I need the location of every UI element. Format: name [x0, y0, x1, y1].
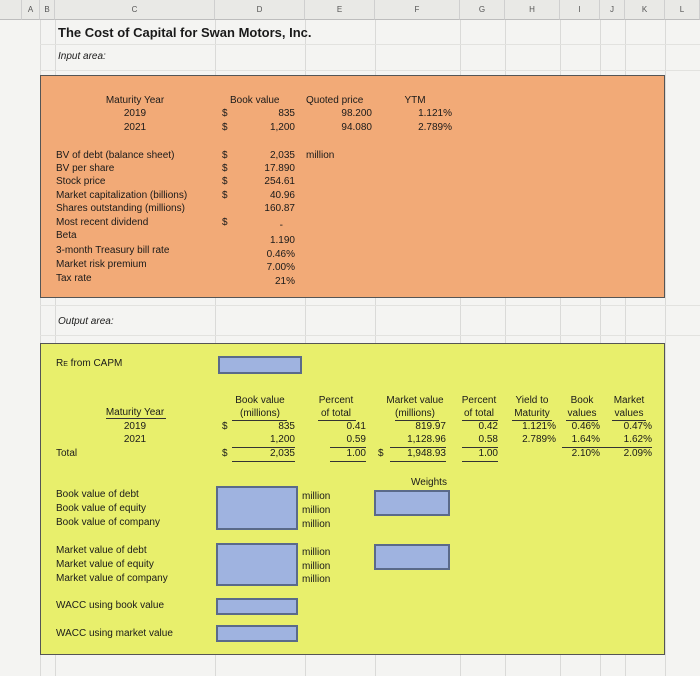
input-value-market-cap[interactable]: 40.96	[269, 190, 295, 201]
unit-label: million	[306, 150, 335, 161]
re-capm-label: RE from CAPM	[56, 358, 123, 369]
market-value-cell[interactable]: 1,128.96	[407, 434, 446, 445]
market-weight-total[interactable]: 2.09%	[623, 448, 652, 459]
bond-book-value[interactable]: 1,200	[269, 122, 295, 133]
label-book-company: Book value of company	[56, 517, 160, 528]
maturity-year-header: Maturity Year	[105, 407, 165, 418]
input-label-beta: Beta	[56, 230, 77, 241]
bond-quoted-price[interactable]: 94.080	[341, 122, 372, 133]
ytm-cell[interactable]: 2.789%	[522, 434, 556, 445]
input-value-bv-per-share[interactable]: 17.890	[264, 163, 295, 174]
percent-of-total-header: of total	[320, 408, 352, 419]
col-header-h[interactable]: H	[505, 0, 560, 20]
percent-header: Percent	[461, 395, 497, 406]
million-label: million	[302, 505, 331, 516]
col-header-k[interactable]: K	[625, 0, 665, 20]
market-weight-cell[interactable]: 0.47%	[623, 421, 652, 432]
maturity-year-header: Maturity Year	[105, 95, 165, 106]
bond-year[interactable]: 2019	[123, 108, 147, 119]
percent-cell[interactable]: 0.59	[346, 434, 366, 445]
input-value-tbill[interactable]: 0.46%	[266, 249, 295, 260]
book-value-header: Book value	[230, 95, 280, 106]
row-header-corner[interactable]	[0, 0, 22, 20]
dollar-sign: $	[222, 122, 228, 133]
re-capm-cell[interactable]	[218, 356, 302, 374]
input-value-stock-price[interactable]: 254.61	[264, 176, 295, 187]
input-value-shares-outstanding[interactable]: 160.87	[264, 203, 295, 214]
market-value-total[interactable]: 1,948.93	[407, 448, 446, 459]
market-weight-cell[interactable]: 1.62%	[623, 434, 652, 445]
label-market-equity: Market value of equity	[56, 559, 154, 570]
book-value-total[interactable]: 2,035	[269, 448, 295, 459]
book-values-units: values	[567, 408, 597, 419]
dollar-sign: $	[222, 217, 228, 228]
input-label-tbill: 3-month Treasury bill rate	[56, 245, 170, 256]
bond-ytm[interactable]: 1.121%	[418, 108, 452, 119]
col-header-i[interactable]: I	[560, 0, 600, 20]
col-header-b[interactable]: B	[40, 0, 55, 20]
grid-line	[40, 335, 700, 336]
yield-header: Yield to	[515, 395, 549, 406]
row-label: 2021	[123, 434, 147, 445]
input-label-dividend: Most recent dividend	[56, 217, 149, 228]
col-header-l[interactable]: L	[665, 0, 700, 20]
input-value-beta[interactable]: 1.190	[269, 235, 295, 246]
label-book-debt: Book value of debt	[56, 489, 139, 500]
input-label-bv-debt: BV of debt (balance sheet)	[56, 150, 175, 161]
input-value-mrp[interactable]: 7.00%	[266, 262, 295, 273]
wacc-book-label: WACC using book value	[56, 600, 165, 611]
col-header-c[interactable]: C	[55, 0, 215, 20]
book-weight-cells[interactable]	[374, 490, 450, 516]
input-label-mrp: Market risk premium	[56, 259, 147, 270]
percent-cell[interactable]: 0.41	[346, 421, 366, 432]
double-underline	[330, 461, 366, 462]
grid-line	[665, 20, 666, 676]
market-values-units: values	[614, 408, 644, 419]
book-weight-cell[interactable]: 1.64%	[571, 434, 600, 445]
ytm-cell[interactable]: 1.121%	[522, 421, 556, 432]
page-title: The Cost of Capital for Swan Motors, Inc.	[58, 25, 312, 40]
input-value-dividend[interactable]: -	[279, 220, 283, 231]
input-value-tax-rate[interactable]: 21%	[274, 276, 295, 287]
million-label: million	[302, 547, 331, 558]
double-underline	[232, 461, 295, 462]
dollar-sign: $	[222, 448, 228, 459]
bond-ytm[interactable]: 2.789%	[418, 122, 452, 133]
ytm-header: YTM	[404, 95, 426, 106]
label-market-debt: Market value of debt	[56, 545, 147, 556]
million-label: million	[302, 561, 331, 572]
input-area-label: Input area:	[58, 51, 106, 62]
market-value-input-cells[interactable]	[216, 543, 298, 586]
market-percent-cell[interactable]: 0.58	[478, 434, 498, 445]
market-percent-cell[interactable]: 0.42	[478, 421, 498, 432]
label-book-equity: Book value of equity	[56, 503, 147, 514]
input-label-shares-outstanding: Shares outstanding (millions)	[56, 203, 185, 214]
dollar-sign: $	[222, 163, 228, 174]
input-label-tax-rate: Tax rate	[56, 273, 92, 284]
market-values-header: Market	[613, 395, 645, 406]
dollar-sign: $	[222, 421, 228, 432]
col-header-f[interactable]: F	[375, 0, 460, 20]
col-header-g[interactable]: G	[460, 0, 505, 20]
book-weight-cell[interactable]: 0.46%	[571, 421, 600, 432]
dollar-sign: $	[222, 150, 228, 161]
market-percent-total[interactable]: 1.00	[478, 448, 498, 459]
percent-of-total-header: of total	[463, 408, 495, 419]
output-area-label: Output area:	[58, 316, 114, 327]
market-value-header: Market value	[386, 395, 444, 406]
label-market-company: Market value of company	[56, 573, 168, 584]
book-weight-total[interactable]: 2.10%	[571, 448, 600, 459]
wacc-market-cell[interactable]	[216, 625, 298, 642]
book-value-input-cells[interactable]	[216, 486, 298, 530]
million-label: million	[302, 519, 331, 530]
quoted-price-header: Quoted price	[306, 95, 364, 106]
market-value-units: (millions)	[395, 408, 435, 419]
market-weight-cells[interactable]	[374, 544, 450, 570]
bond-book-value[interactable]: 835	[278, 108, 295, 119]
dollar-sign: $	[378, 448, 384, 459]
book-value-units: (millions)	[240, 408, 280, 419]
col-header-d[interactable]: D	[215, 0, 305, 20]
book-value-cell[interactable]: 1,200	[269, 434, 295, 445]
double-underline	[462, 461, 498, 462]
bond-year[interactable]: 2021	[123, 122, 147, 133]
maturity-header: Maturity	[514, 408, 550, 419]
weights-label: Weights	[411, 477, 447, 488]
dollar-sign: $	[222, 176, 228, 187]
dollar-sign: $	[222, 190, 228, 201]
bond-quoted-price[interactable]: 98.200	[341, 108, 372, 119]
million-label: million	[302, 574, 331, 585]
input-value-bv-debt[interactable]: 2,035	[269, 150, 295, 161]
col-header-e[interactable]: E	[305, 0, 375, 20]
book-value-cell[interactable]: 835	[278, 421, 295, 432]
market-value-cell[interactable]: 819.97	[415, 421, 446, 432]
grid-line	[40, 305, 700, 306]
grid-line	[40, 70, 700, 71]
input-label-bv-per-share: BV per share	[56, 163, 115, 174]
dollar-sign: $	[222, 108, 228, 119]
wacc-market-label: WACC using market value	[56, 628, 173, 639]
col-header-j[interactable]: J	[600, 0, 625, 20]
header-underline	[106, 418, 166, 419]
input-label-stock-price: Stock price	[56, 176, 106, 187]
double-underline	[390, 461, 446, 462]
row-label: 2019	[123, 421, 147, 432]
percent-total[interactable]: 1.00	[346, 448, 366, 459]
wacc-book-cell[interactable]	[216, 598, 298, 615]
book-value-header: Book value	[235, 395, 285, 406]
grid-line	[40, 44, 700, 45]
book-values-header: Book	[570, 395, 594, 406]
million-label: million	[302, 491, 331, 502]
col-header-a[interactable]: A	[22, 0, 40, 20]
input-label-market-cap: Market capitalization (billions)	[56, 190, 188, 201]
row-label-total: Total	[56, 448, 78, 459]
percent-header: Percent	[318, 395, 354, 406]
